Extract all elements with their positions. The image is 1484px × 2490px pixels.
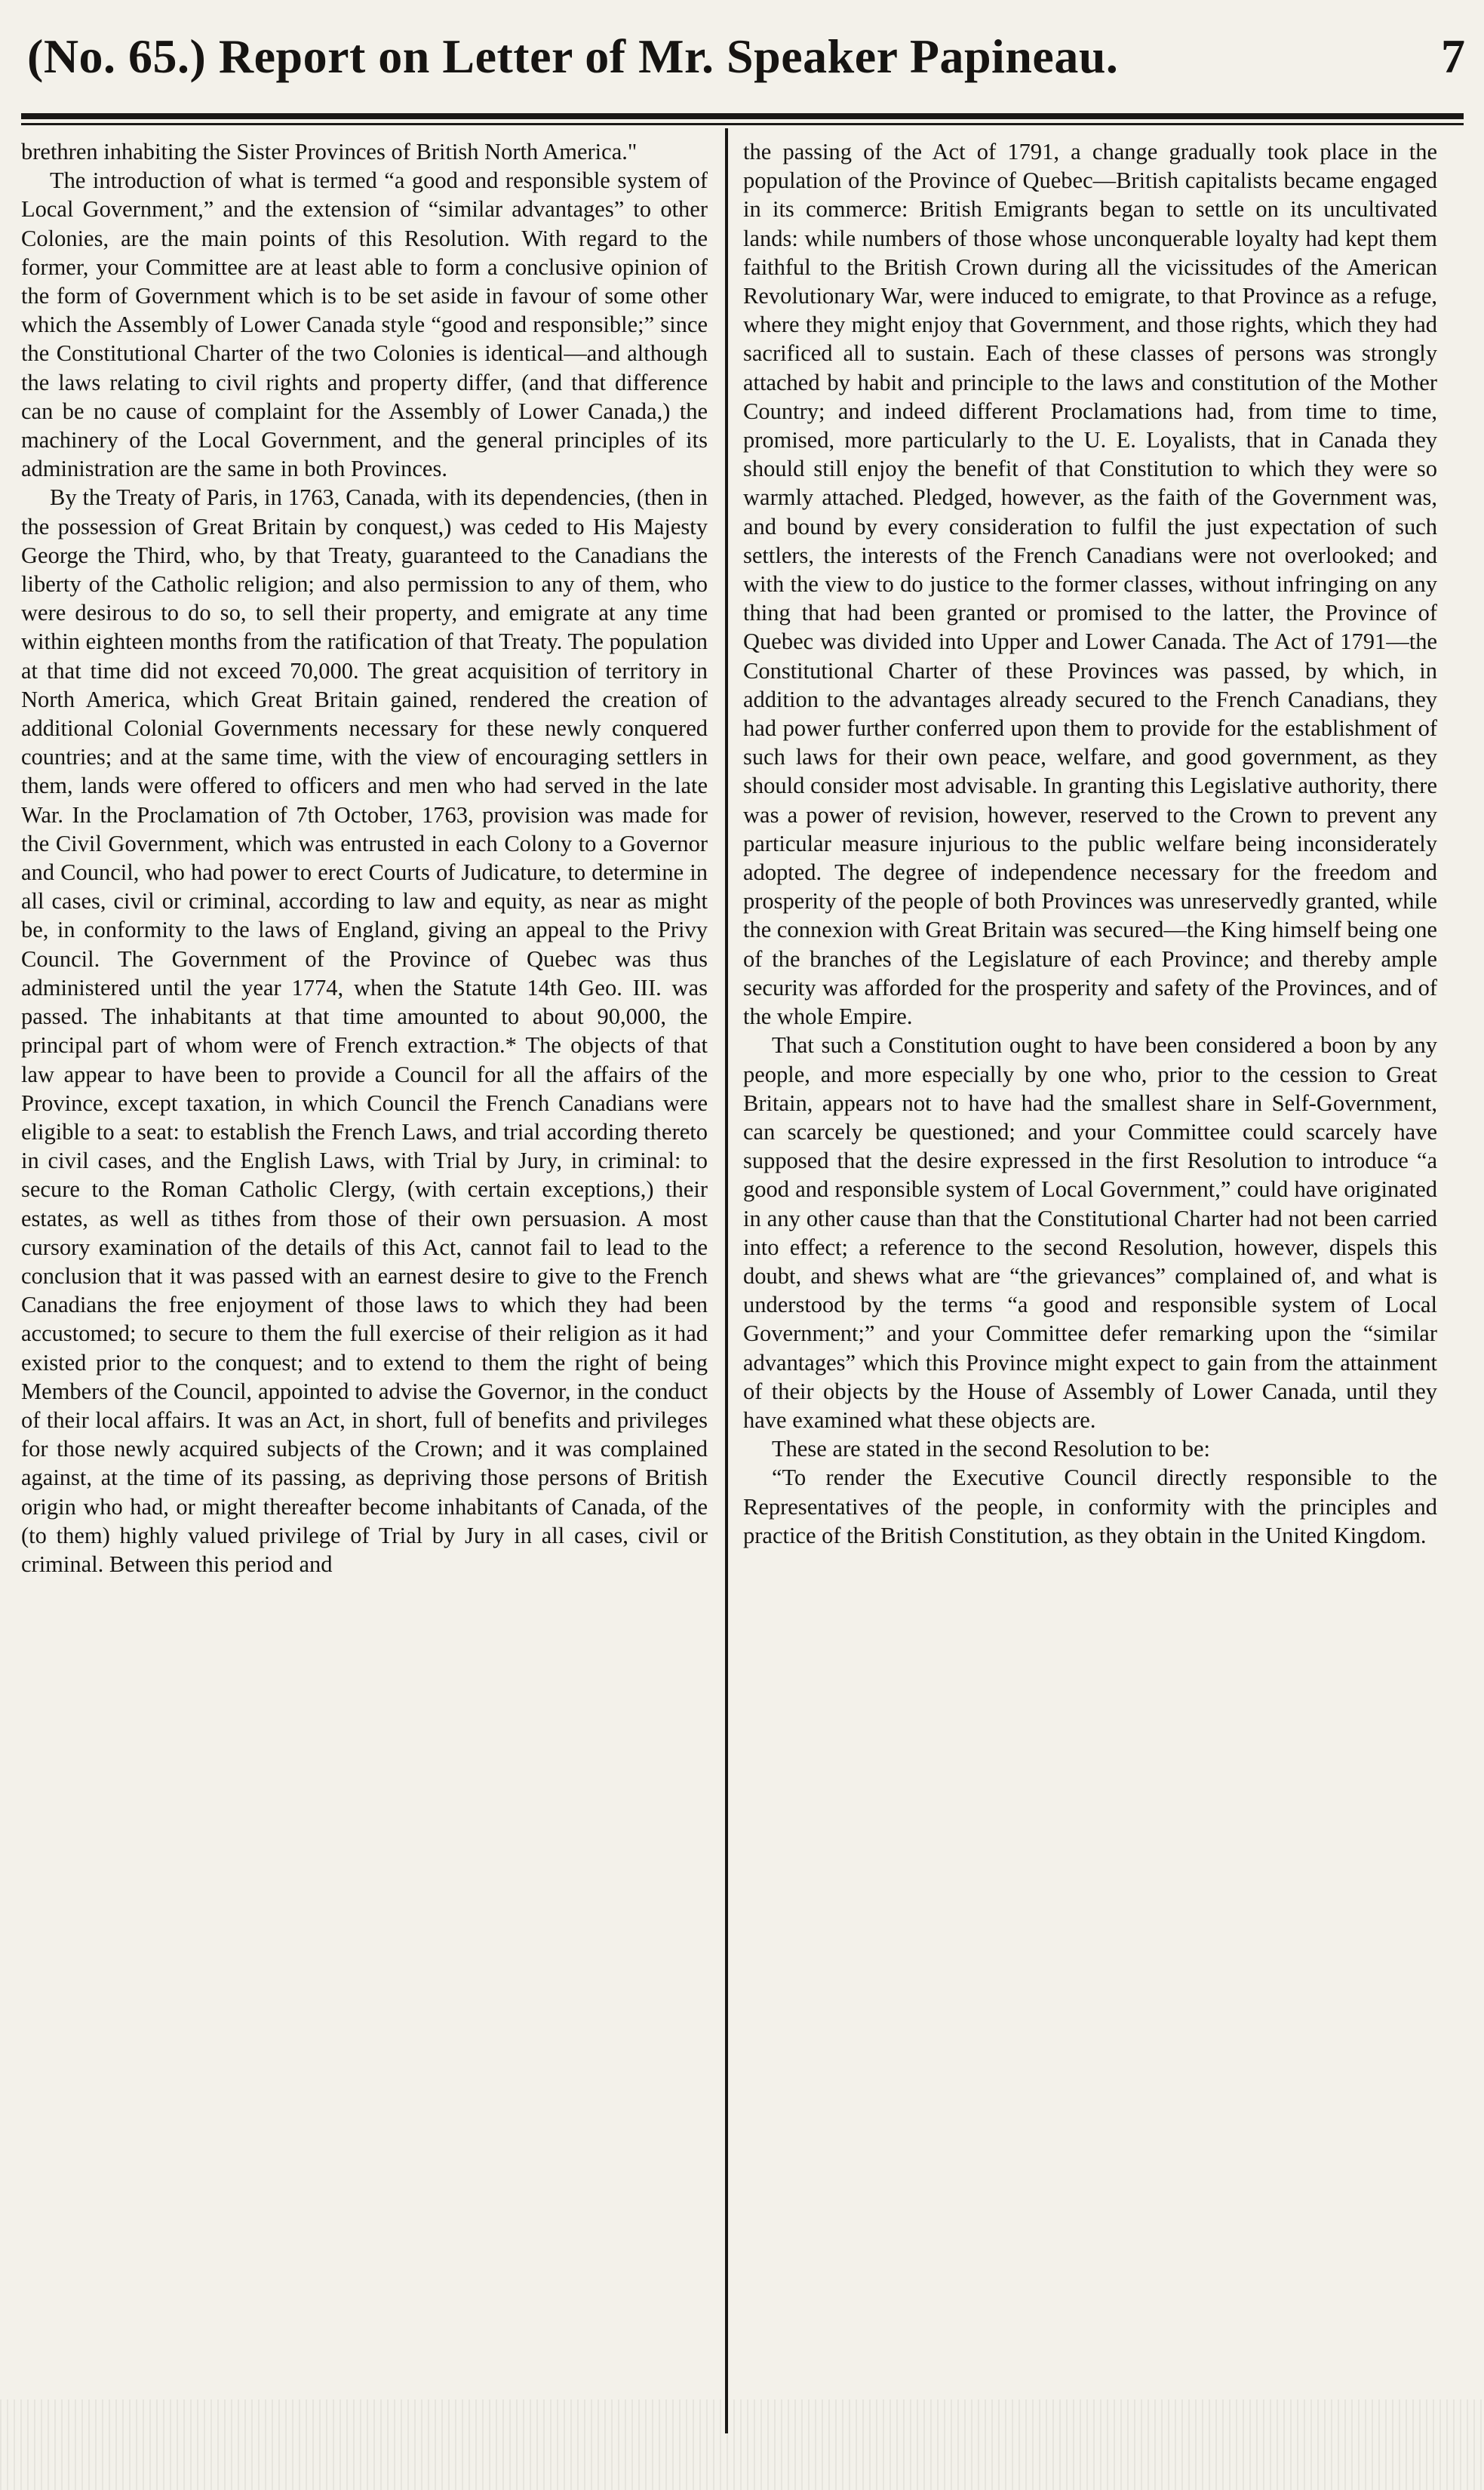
paragraph: “To render the Executive Council directly responsible to the Representatives of the people, in conformity with the principles and practice of the British Constitution, as they obtain in the United Kingdom. (743, 1465, 1437, 1548)
paragraph: the passing of the Act of 1791, a change gradually took place in the population of the Province of Quebec—British capitalists became engaged in its commerce: British Emigrants began to settle on its uncultivated lands: while numbers of those whose unconquerable loyalty had kept them faithful to the British Crown during all the vicissitudes of the American Revolutionary War, were induced to emigrate, to that Province as a refuge, where they might enjoy that Government, and those rights, which they had sacrificed all to sustain. Each of these classes of persons was strongly attached by habit and principle to the laws and constitution of the Mother Country; and indeed different Proclamations had, from time to time, promised, more particularly to the U. E. Loyalists, that in Canada they should still enjoy the benefit of that Constitution to which they were so warmly attached. Pledged, however, as the faith of the Government was, and bound by every consideration to fulfil the just expectation of such settlers, the interests of the French Canadians were not overlooked; and with the view to do justice to the former classes, without infringing on any thing that had been granted or promised to the latter, the Province of Quebec was divided into Upper and Lower Canada. The Act of 1791—the Constitutional Charter of these Provinces was passed, by which, in addition to the advantages already secured to the French Canadians, they had power further conferred upon them to provide for the establishment of such laws for their own peace, welfare, and good government, as they should consider most advisable. In granting this Legislative authority, there was a power of revision, however, reserved to the Crown to prevent any particular measure injurious to the public welfare being inconsiderately adopted. The degree of independence necessary for the freedom and prosperity of the people of both Provinces was unreservedly granted, while the connexion with Great Britain was secured—the King himself being one of the branches of the Legislature of each Province; and thereby ample security was afforded for the prosperity and safety of the Provinces, and of the whole Empire. (743, 139, 1437, 1030)
left-column (21, 137, 708, 2461)
column-divider (725, 128, 728, 2433)
paragraph: The introduction of what is termed “a good and responsible system of Local Government,” and the extension of “similar advantages” to other Colonies, are the main points of this Resolution. With regard to the former, your Committee are at least able to form a conclusive opinion of the form of Government which is to be set aside in favour of some other which the Assembly of Lower Canada style “good and responsible;” since the Constitutional Charter of the two Colonies is identical—and although the laws relating to civil rights and property differ, (and that difference can be no cause of complaint for the Assembly of Lower Canada,) the machinery of the Local Government, and the general principles of its administration are the same in both Provinces. (21, 168, 708, 482)
header-rule-thin (21, 123, 1464, 125)
page-number: 7 (1441, 29, 1465, 83)
paragraph: brethren inhabiting the Sister Provinces of British North America." (21, 139, 638, 164)
header-rule-thick (21, 113, 1464, 119)
paragraph: That such a Constitution ought to have been considered a boon by any people, and more especially by one who, prior to the cession to Great Britain, appears not to have had the smallest share in Self-Government, can scarcely be questioned; and your Committee could scarcely have supposed that the desire expressed in the first Resolution to introduce “a good and responsible system of Local Government,” could have originated in any other cause than that the Constitutional Charter had not been carried into effect; a reference to the second Resolution, however, dispels this doubt, and shews what are “the grievances” complained of, and what is understood by the terms “a good and responsible system of Local Government;” and your Committee defer remarking upon the “similar advantages” which this Province might expect to gain from the attainment of their objects by the House of Assembly of Lower Canada, until they have examined what these objects are. (743, 1032, 1437, 1433)
paragraph: These are stated in the second Resolution to be: (772, 1436, 1211, 1462)
scan-noise (0, 2399, 1484, 2490)
right-column (743, 137, 1437, 2461)
paragraph: By the Treaty of Paris, in 1763, Canada, with its dependencies, (then in the possession of Great Britain by conquest,) was ceded to His Majesty George the Third, who, by that Treaty, guaranteed to the Canadians the liberty of the Catholic religion; and also permission to any of them, who were desirous to do so, to sell their property, and emigrate at any time within eighteen months from the ratification of that Treaty. The population at that time did not exceed 70,000. The great acquisition of territory in North America, which Great Britain gained, rendered the creation of additional Colonial Governments necessary for these newly conquered countries; and at the same time, with the view of encouraging settlers in them, lands were offered to officers and men who had served in the late War. In the Proclamation of 7th October, 1763, provision was made for the Civil Government, which was entrusted in each Colony to a Governor and Council, who had power to erect Courts of Judicature, to determine in all cases, civil or criminal, according to law and equity, as near as might be, in conformity to the laws of England, giving an appeal to the Privy Council. The Government of the Province of Quebec was thus administered until the year 1774, when the Statute 14th Geo. III. was passed. The inhabitants at that time amounted to about 90,000, the principal part of whom were of French extraction.* The objects of that law appear to have been to provide a Council for all the affairs of the Province, except taxation, in which Council the French Canadians were eligible to a seat: to establish the French Laws, and trial according thereto in civil cases, and the English Laws, with Trial by Jury, in criminal: to secure to the Roman Catholic Clergy, (with certain exceptions,) their estates, as well as tithes from those of their own persuasion. A most cursory examination of the details of this Act, cannot fail to lead to the conclusion that it was passed with an earnest desire to give to the French Canadians the free enjoyment of those laws to which they had been accustomed; to secure to them the full exercise of their religion as it had existed prior to the conquest; and to extend to them the right of being Members of the Council, appointed to advise the Governor, in the conduct of their local affairs. It was an Act, in short, full of benefits and privileges for those newly acquired subjects of the Crown; and it was complained against, at the time of its passing, as depriving those persons of British origin who had, or might thereafter become inhabitants of Canada, of the (to them) highly valued privilege of Trial by Jury in all cases, civil or criminal. Between this period and (21, 484, 708, 1577)
header-title: (No. 65.) Report on Letter of Mr. Speaker Papineau. (27, 29, 1119, 83)
page-header (21, 23, 1470, 98)
